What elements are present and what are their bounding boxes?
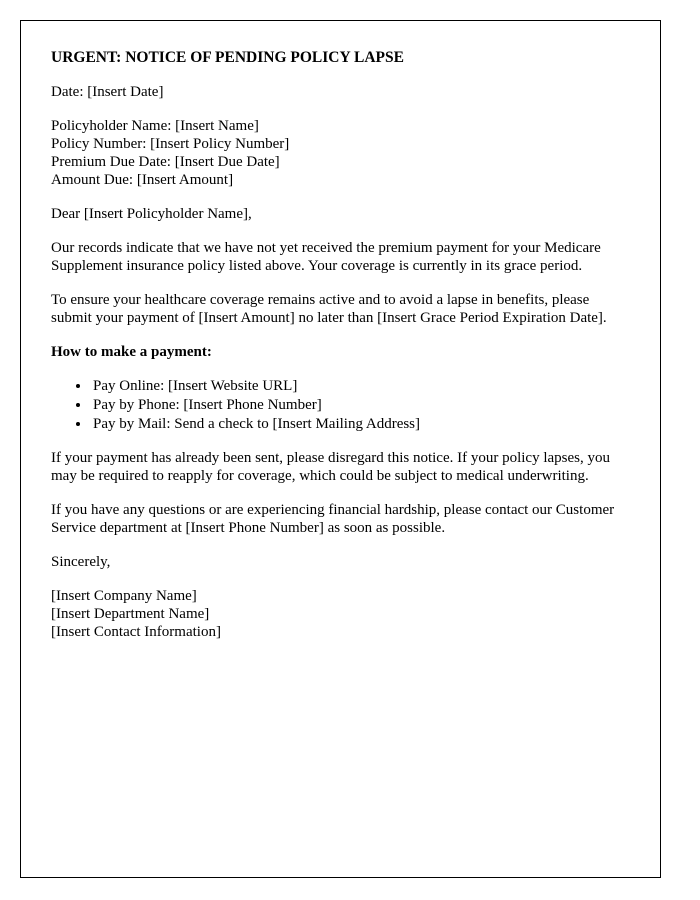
signature-contact: [Insert Contact Information] — [51, 624, 221, 640]
salutation: Dear [Insert Policyholder Name], — [51, 206, 252, 222]
signature-block — [51, 587, 632, 641]
paragraph-ensure-coverage: To ensure your healthcare coverage remains active and to avoid a lapse in benefits, please submit your payment of [Insert Amount] no later than [Insert Grace Period Expiration Date]. — [51, 292, 607, 326]
letter-page — [20, 20, 661, 878]
policy-number-line: Policy Number: [Insert Policy Number] — [51, 136, 290, 152]
date-line: Date: [Insert Date] — [51, 84, 164, 100]
closing: Sincerely, — [51, 554, 111, 570]
premium-due-date-line: Premium Due Date: [Insert Due Date] — [51, 154, 280, 170]
paragraph-questions: If you have any questions or are experiencing financial hardship, please contact our Customer Service department at [Insert Phone Number] as soon as possible. — [51, 502, 615, 536]
signature-department: [Insert Department Name] — [51, 606, 210, 622]
signature-company: [Insert Company Name] — [51, 588, 197, 604]
paragraph-records: Our records indicate that we have not yet received the premium payment for your Medicare Supplement insurance policy listed above. Your coverage is currently in its grace period. — [51, 240, 601, 274]
payment-option-phone: • Pay by Phone: [Insert Phone Number] — [91, 396, 632, 414]
payment-options-list — [51, 377, 632, 433]
payment-section-heading: How to make a payment: — [51, 344, 212, 360]
policy-details-block — [51, 117, 632, 189]
payment-option-online: • Pay Online: [Insert Website URL] — [91, 377, 632, 395]
payment-option-mail: • Pay by Mail: Send a check to [Insert Mailing Address] — [91, 415, 632, 433]
paragraph-disregard: If your payment has already been sent, please disregard this notice. If your policy lapses, you may be required to reapply for coverage, which could be subject to medical underwriting. — [51, 450, 610, 484]
policyholder-name-line: Policyholder Name: [Insert Name] — [51, 118, 259, 134]
letter-title: URGENT: NOTICE OF PENDING POLICY LAPSE — [51, 49, 404, 66]
amount-due-line: Amount Due: [Insert Amount] — [51, 172, 234, 188]
